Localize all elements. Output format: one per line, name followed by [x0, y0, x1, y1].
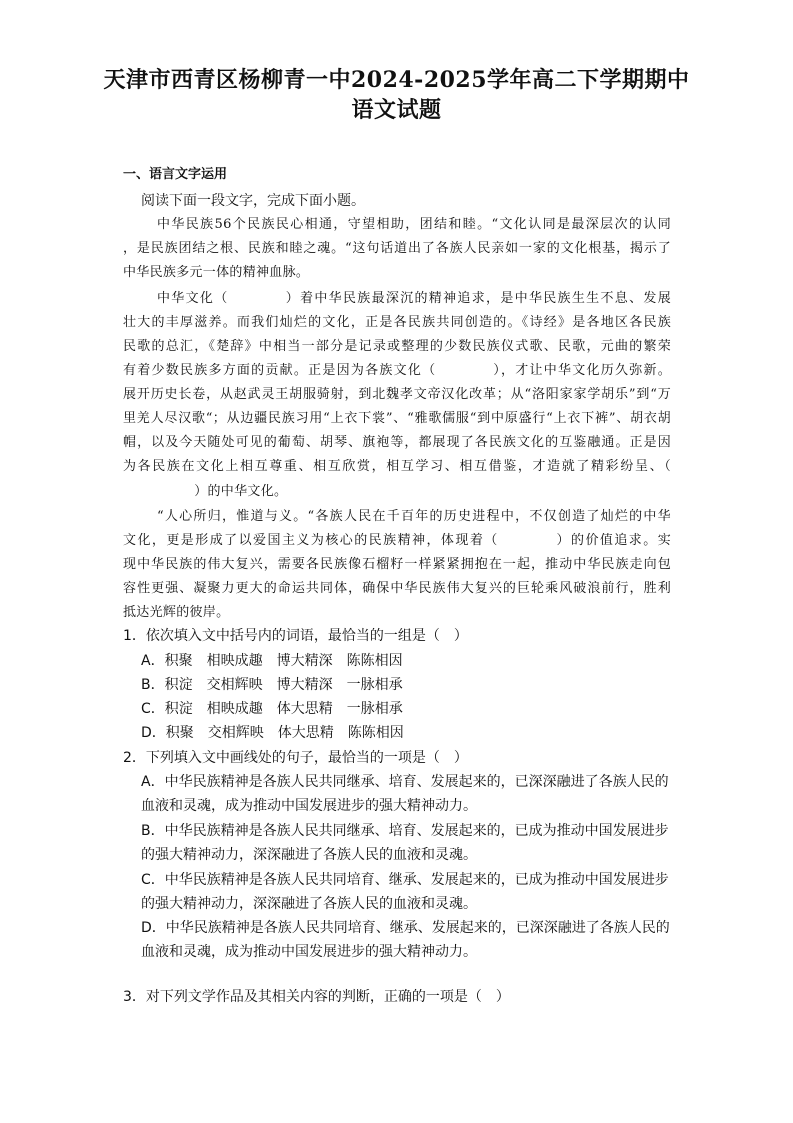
- question-1-option-a[interactable]: A．积聚 相映成趣 博大精深 陈陈相因: [141, 653, 403, 669]
- question-3-stem: 3．对下列文学作品及其相关内容的判断，正确的一项是（ ）: [123, 989, 510, 1005]
- passage-line: 为各民族在文化上相互尊重、相互欣赏，相互学习、相互借鉴，才造就了精彩纷呈、（: [123, 459, 671, 474]
- passage-line: 抵达光辉的彼岸。: [123, 605, 230, 620]
- question-2-option-b-continued[interactable]: 的强大精神动力，深深融进了各族人民的血液和灵魂。: [141, 847, 477, 863]
- passage-line: ，是民族团结之根、民族和睦之魂。“这句话道出了各族人民亲如一家的文化根基，揭示了: [123, 241, 671, 256]
- passage-line: 帽，以及今天随处可见的葡萄、胡琴、旗袍等，都展现了各民族文化的互鉴融通。正是因: [123, 435, 671, 450]
- passage-line: 展开历史长卷，从赵武灵王胡服骑射，到北魏孝文帝汉化改革；从“洛阳家家学胡乐”到“万: [123, 387, 671, 402]
- passage-line: 里羌人尽汉歌“；从边疆民族习用“上衣下裳”、“雅歌儒服“到中原盛行“上衣下裤”、胡衣胡: [123, 411, 671, 426]
- passage-line: 有着少数民族多方面的贡献。正是因为各族文化（ ），才让中华文化历久弥新。: [123, 363, 671, 378]
- question-2-option-c-continued[interactable]: 的强大精神动力，深深融进了各族人民的血液和灵魂。: [141, 896, 477, 912]
- passage-line: 现中华民族的伟大复兴，需要各民族像石榴籽一样紧紧拥抱在一起，推动中华民族走向包: [123, 557, 671, 572]
- passage-line: “人心所归，惟道与义。“各族人民在千百年的历史进程中，不仅创造了灿烂的中华: [157, 509, 671, 524]
- question-2-option-a-continued[interactable]: 血液和灵魂，成为推动中国发展进步的强大精神动力。: [141, 798, 477, 814]
- reading-instruction: 阅读下面一段文字，完成下面小题。: [141, 193, 365, 209]
- question-1-stem: 1．依次填入文中括号内的词语，最恰当的一组是（ ）: [123, 628, 468, 644]
- passage-line: 民歌的总汇，《楚辞》中相当一部分是记录或整理的少数民族仪式歌、民歌，元曲的繁荣: [123, 339, 671, 354]
- passage-line: 文化，更是形成了以爱国主义为核心的民族精神，体现着（ ）的价值追求。实: [123, 533, 671, 548]
- passage-line: 中华民族多元一体的精神血脉。: [123, 265, 310, 280]
- section-heading: 一、语言文字运用: [123, 167, 228, 182]
- passage-line: 中华文化（ ）着中华民族最深沉的精神追求，是中华民族生生不息、发展: [157, 291, 671, 306]
- document-title-line-2: 语文试题: [351, 97, 442, 123]
- question-2-option-d-continued[interactable]: 血液和灵魂，成为推动中国发展进步的强大精神动力。: [141, 944, 477, 960]
- document-title-line-1: 天津市西青区杨柳青一中2024-2025学年高二下学期期中: [103, 67, 690, 93]
- question-2-option-c[interactable]: C．中华民族精神是各族人民共同培育、继承、发展起来的，已成为推动中国发展进步: [141, 872, 669, 888]
- question-2-option-a[interactable]: A．中华民族精神是各族人民共同继承、培育、发展起来的，已深深融进了各族人民的: [141, 774, 669, 790]
- passage-line: 中华民族56个民族民心相通，守望相助，团结和睦。“文化认同是最深层次的认同: [157, 217, 671, 232]
- question-1-option-b[interactable]: B．积淀 交相辉映 博大精深 一脉相承: [141, 677, 403, 693]
- passage-line: 壮大的丰厚滋养。而我们灿烂的文化，正是各民族共同创造的。《诗经》是各地区各民族: [123, 315, 671, 330]
- passage-line: ）的中华文化。: [141, 484, 288, 499]
- passage-line: 容性更强、凝聚力更大的命运共同体，确保中华民族伟大复兴的巨轮乘风破浪前行，胜利: [123, 581, 671, 596]
- question-1-option-c[interactable]: C．积淀 相映成趣 体大思精 一脉相承: [141, 701, 403, 717]
- question-2-stem: 2．下列填入文中画线处的句子，最恰当的一项是（ ）: [123, 750, 468, 766]
- question-1-option-d[interactable]: D．积聚 交相辉映 体大思精 陈陈相因: [141, 725, 404, 741]
- question-2-option-b[interactable]: B．中华民族精神是各族人民共同继承、培育、发展起来的，已成为推动中国发展进步: [141, 823, 669, 839]
- question-2-option-d[interactable]: D．中华民族精神是各族人民共同培育、继承、发展起来的，已深深融进了各族人民的: [141, 920, 670, 936]
